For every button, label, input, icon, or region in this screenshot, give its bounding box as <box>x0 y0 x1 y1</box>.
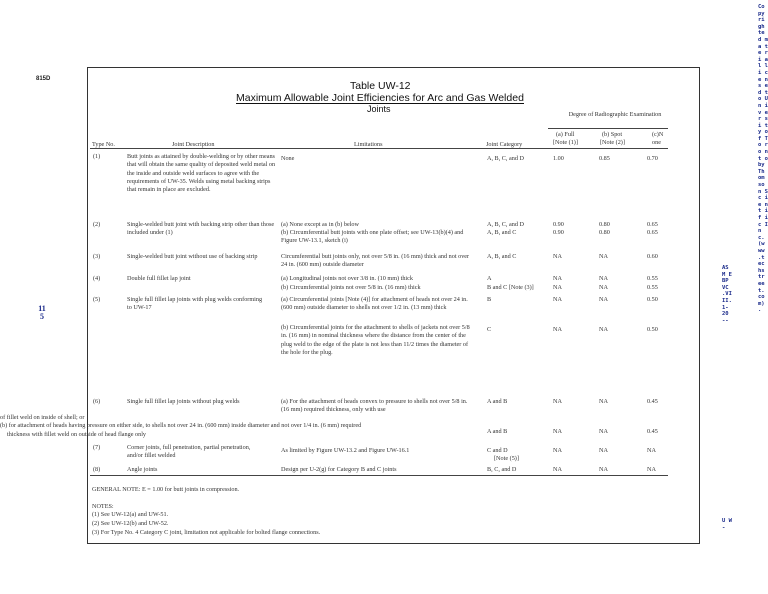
header-spot: (b) Spot <box>602 131 623 138</box>
row6-lim-b: (b) for attachment of heads having pressure on either side, to shells not over 24 in. (600 mm) inside diameter and not over 1/4 in. (6 mm) required <box>0 422 362 429</box>
row5-full-b: NA <box>553 326 562 333</box>
row3-full: NA <box>553 253 562 260</box>
header-description: Joint Description <box>172 141 215 148</box>
row5-spot-b: NA <box>599 326 608 333</box>
header-none: (c)N one <box>652 131 664 146</box>
row4-spot-a: NA <box>599 275 608 282</box>
row2-none-b: 0.65 <box>647 229 658 236</box>
page-marker: 815D <box>36 76 51 82</box>
row4-lim-b: (b) Circumferential joints not over 5/8 in. (16 mm) thick <box>281 284 421 291</box>
header-group-rule <box>548 128 668 129</box>
row6-full-b: NA <box>553 428 562 435</box>
row2-cat-a: A, B, C, and D <box>487 221 524 228</box>
right-margin-bottom: U W - <box>722 518 732 531</box>
row1-lim: None <box>281 155 295 162</box>
left-margin-number: 11 5 <box>38 304 46 321</box>
table-title: Table UW-12 <box>350 80 411 92</box>
row1-none: 0.70 <box>647 155 658 162</box>
table-subtitle: Maximum Allowable Joint Efficiencies for Arc and Gas Welded <box>236 92 524 104</box>
row3-spot: NA <box>599 253 608 260</box>
row6-none-a: 0.45 <box>647 398 658 405</box>
right-column-text: Co py ri gh te d ma te ri al li ce ns ed to Un iv er si ty of To ro nt o by Th om so n Sc ie nt if ic In c. (w ww .t ec hs tr ee t. co m) . <box>758 4 768 314</box>
note-1: (1) See UW-12(a) and UW-51. <box>92 511 169 518</box>
note-3: (3) For Type No. 4 Category C joint, limitation not applicable for bolted flange connections. <box>92 529 321 536</box>
row7-spot: NA <box>599 447 608 454</box>
header-limitations: Limitations <box>354 141 383 148</box>
row8-lim: Design per U-2(g) for Category B and C joints <box>281 466 397 473</box>
row6-spot-a: NA <box>599 398 608 405</box>
header-type: Type No. <box>92 141 115 148</box>
row7-desc: Corner joints, full penetration, partial penetration, and/or fillet welded <box>127 444 251 460</box>
row5-desc: Single full fillet lap joints with plug welds conforming to UW-17 <box>127 296 263 312</box>
right-margin-mid: AS M E BP VC .VI II. 1- 20 -- <box>722 265 732 324</box>
row4-no: (4) <box>93 275 101 282</box>
row6-desc: Single full fillet lap joints without plug welds <box>127 398 240 405</box>
row4-spot-b: NA <box>599 284 608 291</box>
row7-none: NA <box>647 447 656 454</box>
row8-none: NA <box>647 466 656 473</box>
row3-lim: Circumferential butt joints only, not over 5/8 in. (16 mm) thick and not over 24 in. (600 mm) outside diameter <box>281 253 470 269</box>
row6-spot-b: NA <box>599 428 608 435</box>
row8-desc: Angle joints <box>127 466 158 473</box>
row6-lim-a-cont: of fillet weld on inside of shell; or <box>0 414 85 421</box>
row5-lim-b: (b) Circumferential joints for the attachment to shells of jackets not over 5/8 in. (16 mm) in nominal thickness where the distance from the center of the plug weld to the edge of the plate is not less than 11/2 times the diameter of the hole for the plug. <box>281 324 470 356</box>
row8-spot: NA <box>599 466 608 473</box>
row4-none-a: 0.55 <box>647 275 658 282</box>
row6-lim-a: (a) For the attachment of heads convex to pressure to shells not over 5/8 in. (16 mm) required thickness, only with use <box>281 398 468 414</box>
row4-desc: Double full fillet lap joint <box>127 275 191 282</box>
row8-cat: B, C, and D <box>487 466 517 473</box>
row7-cat: C and D <box>487 447 508 454</box>
row4-cat-b: B and C [Note (3)] <box>487 284 534 291</box>
row2-full-a: 0.90 <box>553 221 564 228</box>
row5-cat-b: C <box>487 326 492 333</box>
row4-lim-a: (a) Longitudinal joints not over 3/8 in. (10 mm) thick <box>281 275 413 282</box>
row5-none-a: 0.50 <box>647 296 658 303</box>
row5-none-b: 0.50 <box>647 326 658 333</box>
row6-none-b: 0.45 <box>647 428 658 435</box>
row4-none-b: 0.55 <box>647 284 658 291</box>
row6-cat-b: A and B <box>487 428 508 435</box>
row4-full-a: NA <box>553 275 562 282</box>
row1-full: 1.00 <box>553 155 564 162</box>
table-bottom-rule <box>90 475 668 476</box>
row4-full-b: NA <box>553 284 562 291</box>
general-note: GENERAL NOTE: E = 1.00 for butt joints in compression. <box>92 486 240 493</box>
header-full: (a) Full <box>556 131 575 138</box>
row2-none-a: 0.65 <box>647 221 658 228</box>
row2-lim-b: (b) Circumferential butt joints with one plate offset; see UW-13(b)(4) and Figure UW-13.1, sketch (i) <box>281 229 464 245</box>
header-rule <box>90 148 668 149</box>
row2-spot-b: 0.80 <box>599 229 610 236</box>
row1-spot: 0.85 <box>599 155 610 162</box>
row1-cat: A, B, C, and D <box>487 155 524 162</box>
row5-cat-a: B <box>487 296 492 303</box>
row2-lim-a: (a) None except as in (b) below <box>281 221 359 228</box>
row3-none: 0.60 <box>647 253 658 260</box>
header-spot-note: [Note (2)] <box>600 139 625 146</box>
row1-desc: Butt joints as attained by double-welding or by other means that will obtain the same quality of deposited weld metal on the inside and outside weld surfaces to agree with the requirements of UW-35. Welds using metal backing strips that remain in place are excluded. <box>127 153 276 194</box>
row5-full-a: NA <box>553 296 562 303</box>
row5-no: (5) <box>93 296 101 303</box>
row3-no: (3) <box>93 253 101 260</box>
note-2: (2) See UW-12(b) and UW-52. <box>92 520 169 527</box>
row6-full-a: NA <box>553 398 562 405</box>
row6-cat-a: A and B <box>487 398 508 405</box>
row4-cat-a: A <box>487 275 492 282</box>
row2-spot-a: 0.80 <box>599 221 610 228</box>
row2-cat-b: A, B, and C <box>487 229 517 236</box>
row8-no: (8) <box>93 466 101 473</box>
notes-title: NOTES: <box>92 503 114 510</box>
row7-cat-note: [Note (5)] <box>494 455 519 462</box>
row1-no: (1) <box>93 153 101 160</box>
row6-lim-b-cont: thickness with fillet weld on outside of head flange only <box>7 431 147 438</box>
row7-full: NA <box>553 447 562 454</box>
row2-full-b: 0.90 <box>553 229 564 236</box>
row2-desc: Single-welded butt joint with backing strip other than those included under (1) <box>127 221 275 237</box>
row3-cat: A, B, and C <box>487 253 517 260</box>
header-category: Joint Category <box>486 141 523 148</box>
row3-desc: Single-welded butt joint without use of backing strip <box>127 253 258 260</box>
row7-no: (7) <box>93 444 101 451</box>
header-full-note: [Note (1)] <box>553 139 578 146</box>
row2-no: (2) <box>93 221 101 228</box>
row7-lim: As limited by Figure UW-13.2 and Figure UW-16.1 <box>281 447 410 454</box>
row5-lim-a: (a) Circumferential joints [Note (4)] for attachment of heads not over 24 in. (600 mm) outside diameter to shells not over 1/2 in. (13 mm) thick <box>281 296 468 312</box>
row5-spot-a: NA <box>599 296 608 303</box>
header-group: Degree of Radiographic Examination <box>568 111 662 118</box>
row6-no: (6) <box>93 398 101 405</box>
table-subtitle-joints: Joints <box>367 104 391 114</box>
row8-full: NA <box>553 466 562 473</box>
